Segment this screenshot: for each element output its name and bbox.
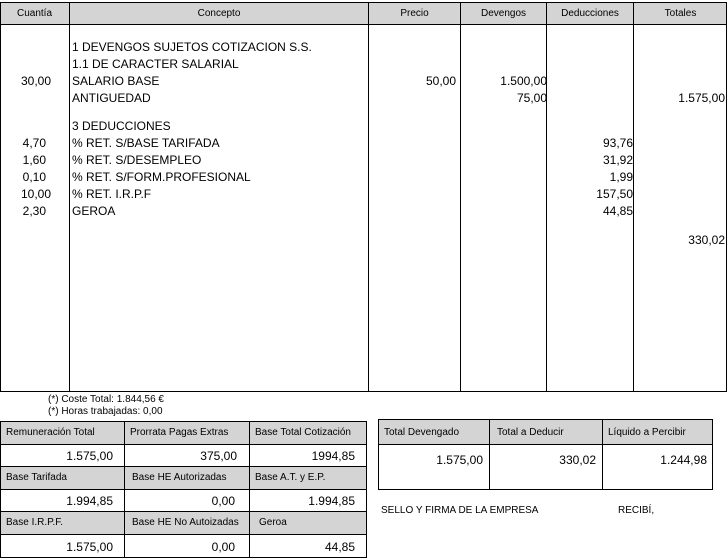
col-header-totales: Totales <box>664 8 697 19</box>
total-a-deducir-value: 330,02 <box>489 444 603 490</box>
devengos-cell: 75,00 <box>516 91 547 105</box>
concepto-cell: % RET. S/BASE TARIFADA <box>72 136 220 150</box>
cuantia-cell: 4,70 <box>22 136 46 150</box>
prorrata-value: 375,00 <box>124 444 250 467</box>
table-row <box>0 203 727 220</box>
geroa-value: 44,85 <box>249 534 367 558</box>
base-total-cotizacion-value: 1994,85 <box>249 444 367 467</box>
deducciones-cell: 31,92 <box>602 153 633 167</box>
cuantia-cell: 10,00 <box>20 187 51 201</box>
base-he-no-autorizadas-label: Base HE No Autoizadas <box>124 511 250 535</box>
base-at-ep-value: 1.994,85 <box>249 489 367 512</box>
cuantia-cell: 1,60 <box>22 153 46 167</box>
table-row <box>0 232 727 249</box>
concepto-cell: GEROA <box>72 204 116 218</box>
deducciones-cell: 1,99 <box>609 170 633 184</box>
precio-cell: 50,00 <box>425 74 456 88</box>
base-irpf-label: Base I.R.P.F. <box>0 511 125 535</box>
col-header-devengos: Devengos <box>480 8 527 19</box>
table-row <box>0 135 727 152</box>
concepto-cell: % RET. S/FORM.PROFESIONAL <box>72 170 251 184</box>
base-he-autorizadas-label: Base HE Autorizadas <box>124 466 250 490</box>
table-row <box>0 118 727 135</box>
remuneracion-total-label: Remuneración Total <box>0 421 125 445</box>
col-header-cuantia: Cuantía <box>16 8 53 19</box>
col-header-deducciones: Deducciones <box>561 8 619 19</box>
total-devengado-label: Total Devengado <box>378 419 490 445</box>
base-tarifada-value: 1.994,85 <box>0 489 125 512</box>
table-row <box>0 152 727 169</box>
total-a-deducir-label: Total a Deducir <box>489 419 603 445</box>
deducciones-cell: 44,85 <box>602 204 633 218</box>
table-row <box>0 90 727 107</box>
totales-cell: 1.575,00 <box>678 91 725 105</box>
geroa-label: Geroa <box>249 511 367 535</box>
table-row <box>0 73 727 90</box>
base-he-no-autorizadas-value: 0,00 <box>124 534 250 558</box>
liquido-a-percibir-value: 1.244,98 <box>602 444 713 490</box>
devengos-cell: 1.500,00 <box>500 74 547 88</box>
concepto-cell: % RET. S/DESEMPLEO <box>72 153 202 167</box>
base-he-autorizadas-value: 0,00 <box>124 489 250 512</box>
base-total-cotizacion-label: Base Total Cotización <box>249 421 367 445</box>
total-devengado-value: 1.575,00 <box>378 444 490 490</box>
concepto-cell: % RET. I.R.P.F <box>72 187 152 201</box>
base-irpf-value: 1.575,00 <box>0 534 125 558</box>
concepto-cell: 1 DEVENGOS SUJETOS COTIZACION S.S. <box>72 40 312 54</box>
liquido-a-percibir-label: Líquido a Percibir <box>602 419 713 445</box>
prorrata-label: Prorrata Pagas Extras <box>124 421 250 445</box>
table-row <box>0 39 727 56</box>
deducciones-total: 330,02 <box>688 233 725 247</box>
concepto-cell: ANTIGUEDAD <box>72 91 151 105</box>
deducciones-cell: 157,50 <box>596 187 633 201</box>
cuantia-cell: 2,30 <box>22 204 46 218</box>
concepto-cell: 1.1 DE CARACTER SALARIAL <box>72 57 239 71</box>
table-row <box>0 169 727 186</box>
col-header-concepto: Concepto <box>197 8 241 19</box>
deducciones-cell: 93,76 <box>602 136 633 150</box>
concepto-cell: SALARIO BASE <box>72 74 160 88</box>
table-row <box>0 56 727 73</box>
cuantia-cell: 0,10 <box>22 170 46 184</box>
concepto-cell: 3 DEDUCCIONES <box>72 119 171 133</box>
base-at-ep-label: Base A.T. y E.P. <box>249 466 367 490</box>
horas-trabajadas-note: (*) Horas trabajadas: 0,00 <box>48 406 163 417</box>
table-row <box>0 186 727 203</box>
col-header-precio: Precio <box>400 8 429 19</box>
remuneracion-total-value: 1.575,00 <box>0 444 125 467</box>
coste-total-note: (*) Coste Total: 1.844,56 € <box>48 394 164 405</box>
sello-firma-empresa: SELLO Y FIRMA DE LA EMPRESA <box>381 505 539 516</box>
base-tarifada-label: Base Tarifada <box>0 466 125 490</box>
recibi-label: RECIBÍ, <box>618 505 655 516</box>
cuantia-cell: 30,00 <box>20 74 51 88</box>
